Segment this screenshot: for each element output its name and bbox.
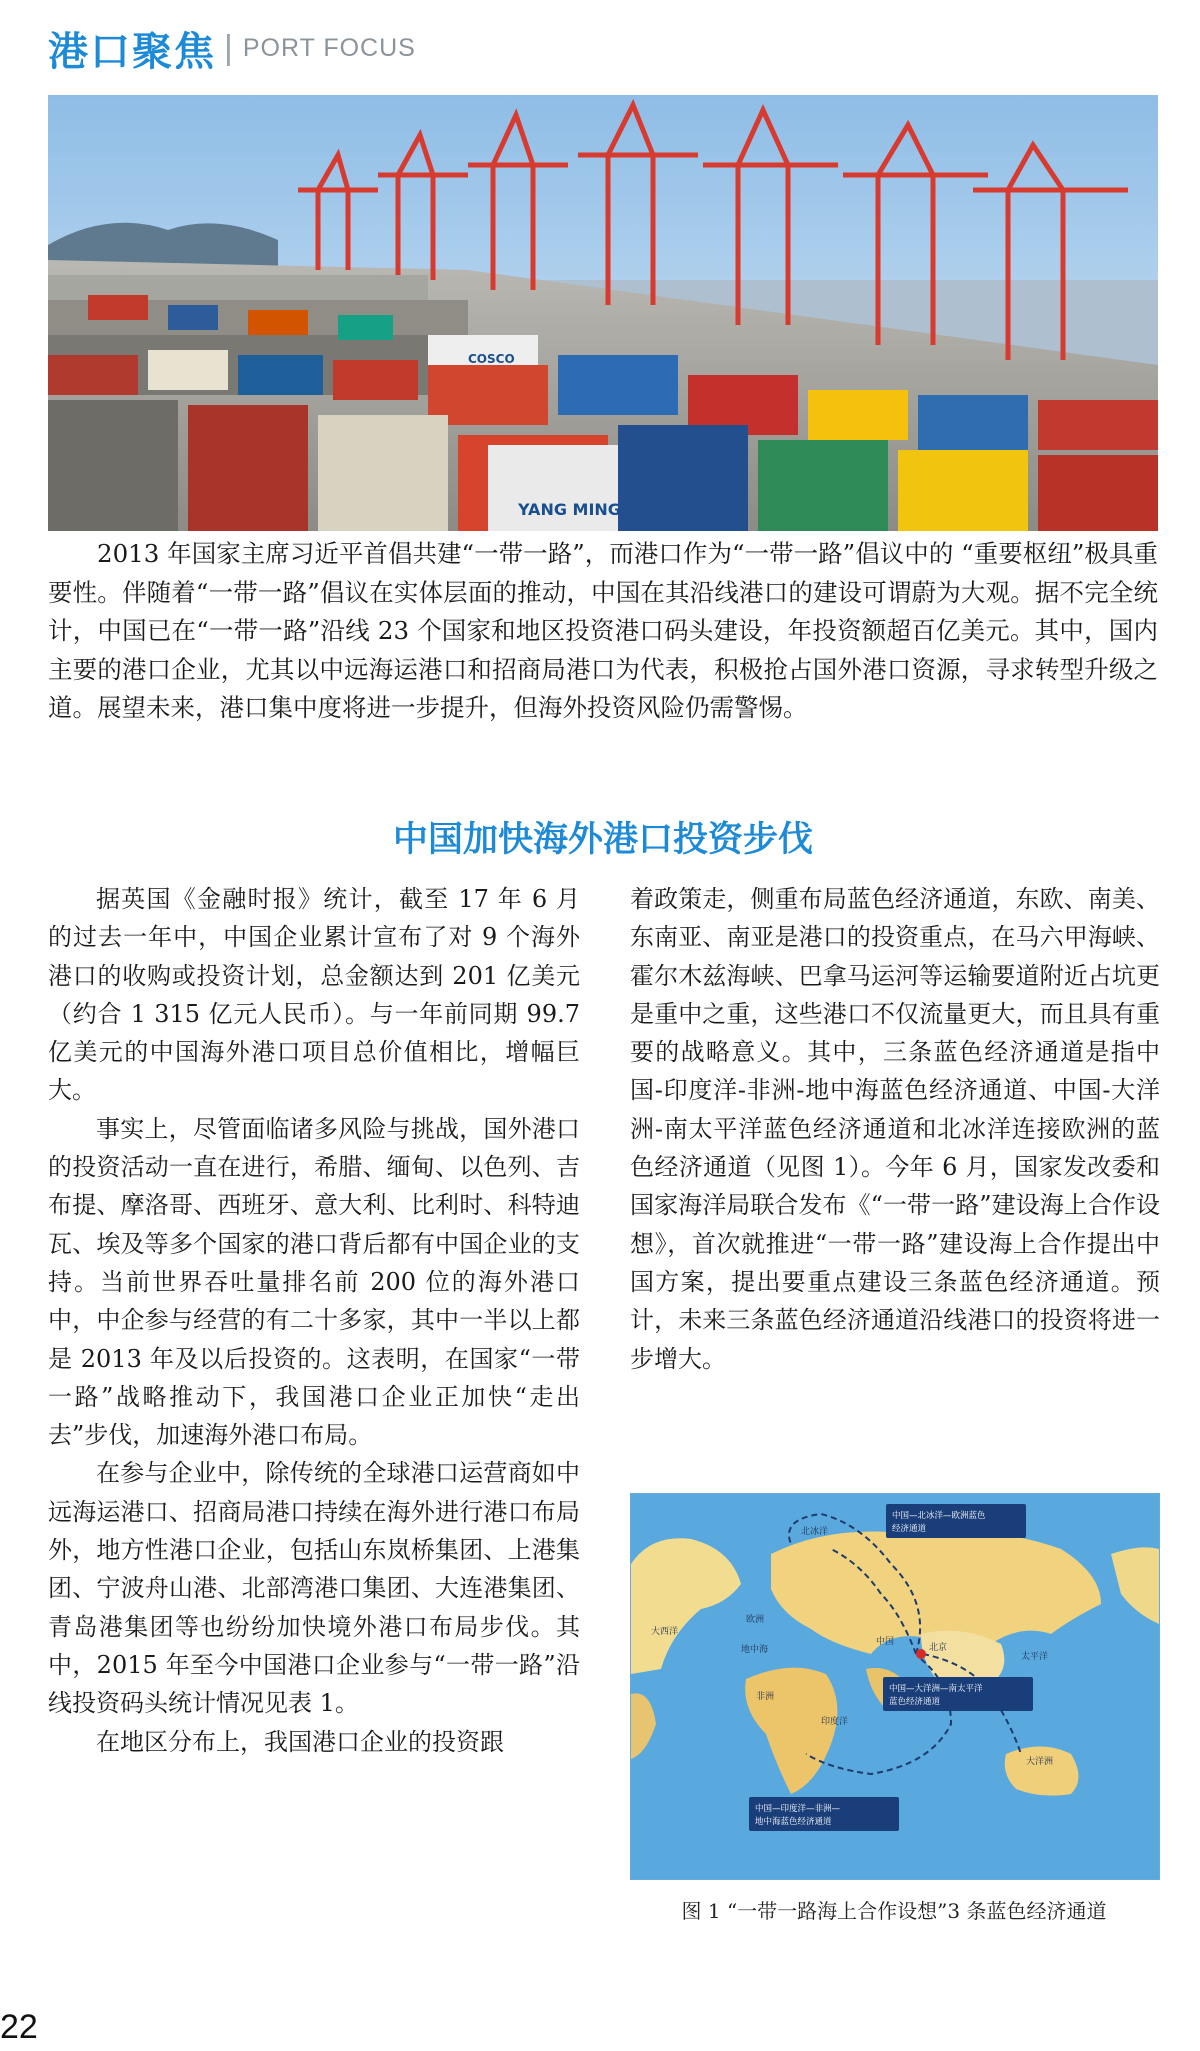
blue-economic-passages-map (630, 1493, 1160, 1880)
map-label-indian: 印度洋 (821, 1717, 849, 1727)
header-title-en: PORT FOCUS (242, 34, 416, 62)
body-paragraph: 事实上，尽管面临诸多风险与挑战，国外港口的投资活动一直在进行，希腊、缅甸、以色列、吉布提、摩洛哥、西班牙、意大利、比利时、科特迪瓦、埃及等多个国家的港口背后都有中国企业的支持。当前世界吞吐量排名前 200 位的海外港口中，中企参与经营的有二十多家，其中一半以上都是 2013 年及以后投资的。这表明，在国家“一带一路”战略推动下，我国港口企业正加快“走出去”步伐，加速海外港口布局。 (48, 1114, 580, 1450)
ship-text: YANG MING (518, 500, 621, 519)
container-logo: COSCO (468, 352, 515, 366)
map-label-pacific: 太平洋 (1021, 1652, 1049, 1662)
map-label-africa: 非洲 (756, 1692, 775, 1702)
left-column (48, 880, 580, 1761)
callout-arctic-line2: 经济通道 (892, 1524, 927, 1534)
header-title-cn: 港口聚焦 (48, 29, 216, 75)
callout-oceania-line1: 中国—大洋洲—南太平洋 (889, 1684, 983, 1694)
map-label-mediterranean: 地中海 (741, 1645, 769, 1655)
callout-indian-line1: 中国—印度洋—非洲— (755, 1804, 841, 1814)
section-header (48, 20, 416, 77)
map-label-australia: 大洋洲 (1026, 1757, 1054, 1767)
header-separator: | (224, 29, 233, 67)
beijing-marker (916, 1649, 926, 1659)
map-label-europe: 欧洲 (746, 1615, 765, 1625)
callout-arctic-line1: 中国—北冰洋—欧洲蓝色 (892, 1511, 986, 1521)
intro-text (48, 535, 1158, 728)
map-label-beijing: 北京 (929, 1643, 948, 1653)
right-column (630, 880, 1160, 1378)
map-label-china: 中国 (876, 1637, 895, 1647)
body-paragraph: 在地区分布上，我国港口企业的投资跟 (96, 1727, 504, 1756)
page-number: 22 (0, 2008, 38, 2046)
callout-indian-line2: 地中海蓝色经济通道 (755, 1817, 832, 1827)
body-paragraph: 着政策走，侧重布局蓝色经济通道，东欧、南美、东南亚、南亚是港口的投资重点，在马六甲海峡、霍尔木兹海峡、巴拿马运河等运输要道附近占坑更是重中之重，这些港口不仅流量更大，而且具有重要的战略意义。其中，三条蓝色经济通道是指中国-印度洋-非洲-地中海蓝色经济通道、中国-大洋洲-南太平洋蓝色经济通道和北冰洋连接欧洲的蓝色经济通道（见图 1）。今年 6 月，国家发改委和国家海洋局联合发布《“一带一路”建设海上合作设想》，首次就推进“一带一路”建设海上合作提出中国方案，提出要重点建设三条蓝色经济通道。预计，未来三条蓝色经济通道沿线港口的投资将进一步增大。 (630, 885, 1160, 1373)
map-label-atlantic: 大西洋 (651, 1627, 679, 1637)
figure-caption: 图 1 “一带一路海上合作设想”3 条蓝色经济通道 (681, 1899, 1107, 1923)
callout-oceania-line2: 蓝色经济通道 (889, 1697, 941, 1707)
intro-paragraph: 2013 年国家主席习近平首倡共建“一带一路”，而港口作为“一带一路”倡议中的 “重要枢纽”极具重要性。伴随着“一带一路”倡议在实体层面的推动，中国在其沿线港口的建设可谓蔚为大观。据不完全统计，中国已在“一带一路”沿线 23 个国家和地区投资港口码头建设，年投资额超百亿美元。其中，国内主要的港口企业，尤其以中远海运港口和招商局港口为代表，积极抢占国外港口资源，寻求转型升级之道。展望未来，港口集中度将进一步提升，但海外投资风险仍需警惕。 (48, 539, 1158, 722)
body-paragraph: 在参与企业中，除传统的全球港口运营商如中远海运港口、招商局港口持续在海外进行港口布局外，地方性港口企业，包括山东岚桥集团、上港集团、宁波舟山港、北部湾港口集团、大连港集团、青岛港集团等也纷纷加快境外港口布局步伐。其中，2015 年至今中国港口企业参与“一带一路”沿线投资码头统计情况见表 1。 (48, 1459, 580, 1718)
map-label-arctic: 北冰洋 (801, 1527, 829, 1537)
section-title: 中国加快海外港口投资步伐 (392, 820, 813, 860)
body-paragraph: 据英国《金融时报》统计，截至 17 年 6 月的过去一年中，中国企业累计宣布了对 9 个海外港口的收购或投资计划，总金额达到 201 亿美元（约合 1 315 亿元人民币）。与一年前同期 99.7 亿美元的中国海外港口项目总价值相比，增幅巨大。 (48, 885, 580, 1105)
port-photo (48, 95, 1158, 531)
